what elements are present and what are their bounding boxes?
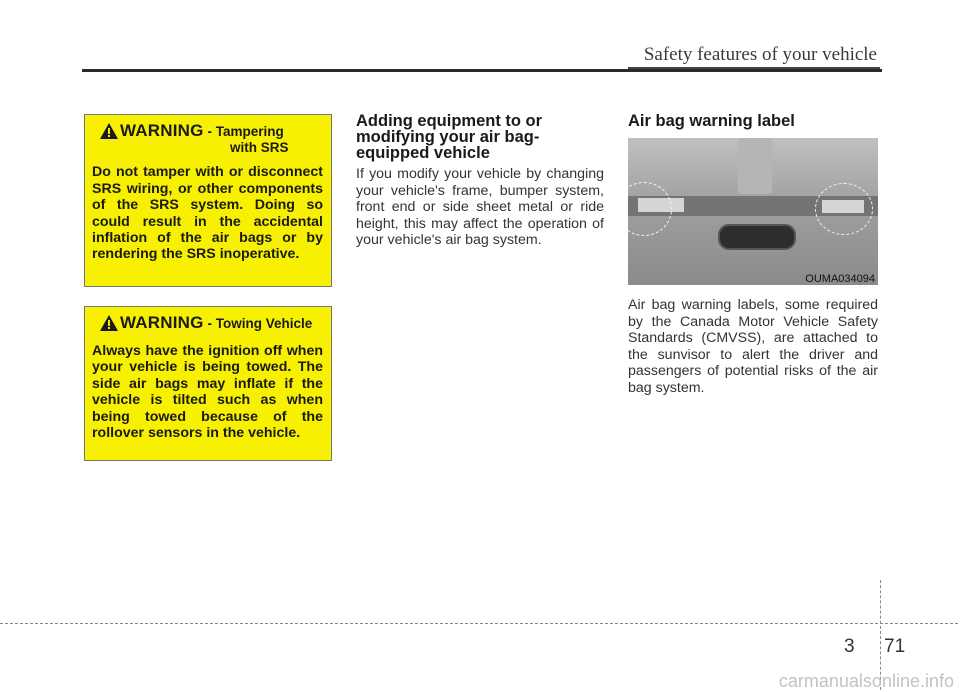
paragraph-warning-label: Air bag warning labels, some required by the Canada Motor Vehicle Safety Standards (CMVSS), are attached to the sunvisor to alert the driver and passengers of potential risks of the air bag system. bbox=[628, 297, 878, 396]
warning-header bbox=[92, 123, 323, 156]
highlight-circle-right bbox=[815, 183, 873, 235]
warning-header bbox=[92, 315, 323, 335]
warning-subtitle: - Towing Vehicle bbox=[207, 316, 313, 331]
rearview-mirror bbox=[718, 224, 796, 250]
warning-word: WARNING bbox=[120, 121, 204, 140]
warning-word: WARNING bbox=[120, 313, 204, 332]
chapter-number: 3 bbox=[844, 636, 855, 657]
header-rule bbox=[82, 69, 882, 72]
paragraph-adding-equipment: If you modify your vehicle by changing your vehicle's frame, bumper system, front end or side sheet metal or ride height, this may affect the operation of your vehicle's air bag system. bbox=[356, 166, 604, 249]
footer-divider bbox=[0, 623, 958, 624]
warning-body: Always have the ignition off when your vehicle is being towed. The side air bags may inflate if the vehicle is tilted such as when being towed because of the rollover sensors in the vehicle. bbox=[92, 343, 323, 442]
watermark: carmanualsonline.info bbox=[778, 671, 954, 691]
image-code: OUMA034094 bbox=[805, 273, 875, 285]
warning-subtitle-cont: with SRS bbox=[230, 140, 289, 156]
page-header-title: Safety features of your vehicle bbox=[643, 44, 877, 65]
warning-box-towing bbox=[84, 306, 332, 461]
section-heading-adding-equipment: Adding equipment to or modifying your air bag-equipped vehicle bbox=[356, 112, 543, 162]
highlight-circle-left bbox=[628, 182, 672, 236]
page-number: 71 bbox=[884, 636, 906, 657]
section-heading-warning-label: Air bag warning label bbox=[628, 112, 795, 130]
warning-body: Do not tamper with or disconnect SRS wiring, or other components of the SRS system. Doing so could result in the accidental inflation of the air bags or by rendering the SRS inoperative. bbox=[92, 164, 323, 263]
warning-triangle-icon bbox=[100, 123, 118, 139]
sunvisor-label-photo bbox=[628, 138, 878, 285]
warning-triangle-icon bbox=[100, 315, 118, 331]
warning-box-tampering bbox=[84, 114, 332, 287]
warning-subtitle: - Tampering bbox=[207, 124, 284, 139]
